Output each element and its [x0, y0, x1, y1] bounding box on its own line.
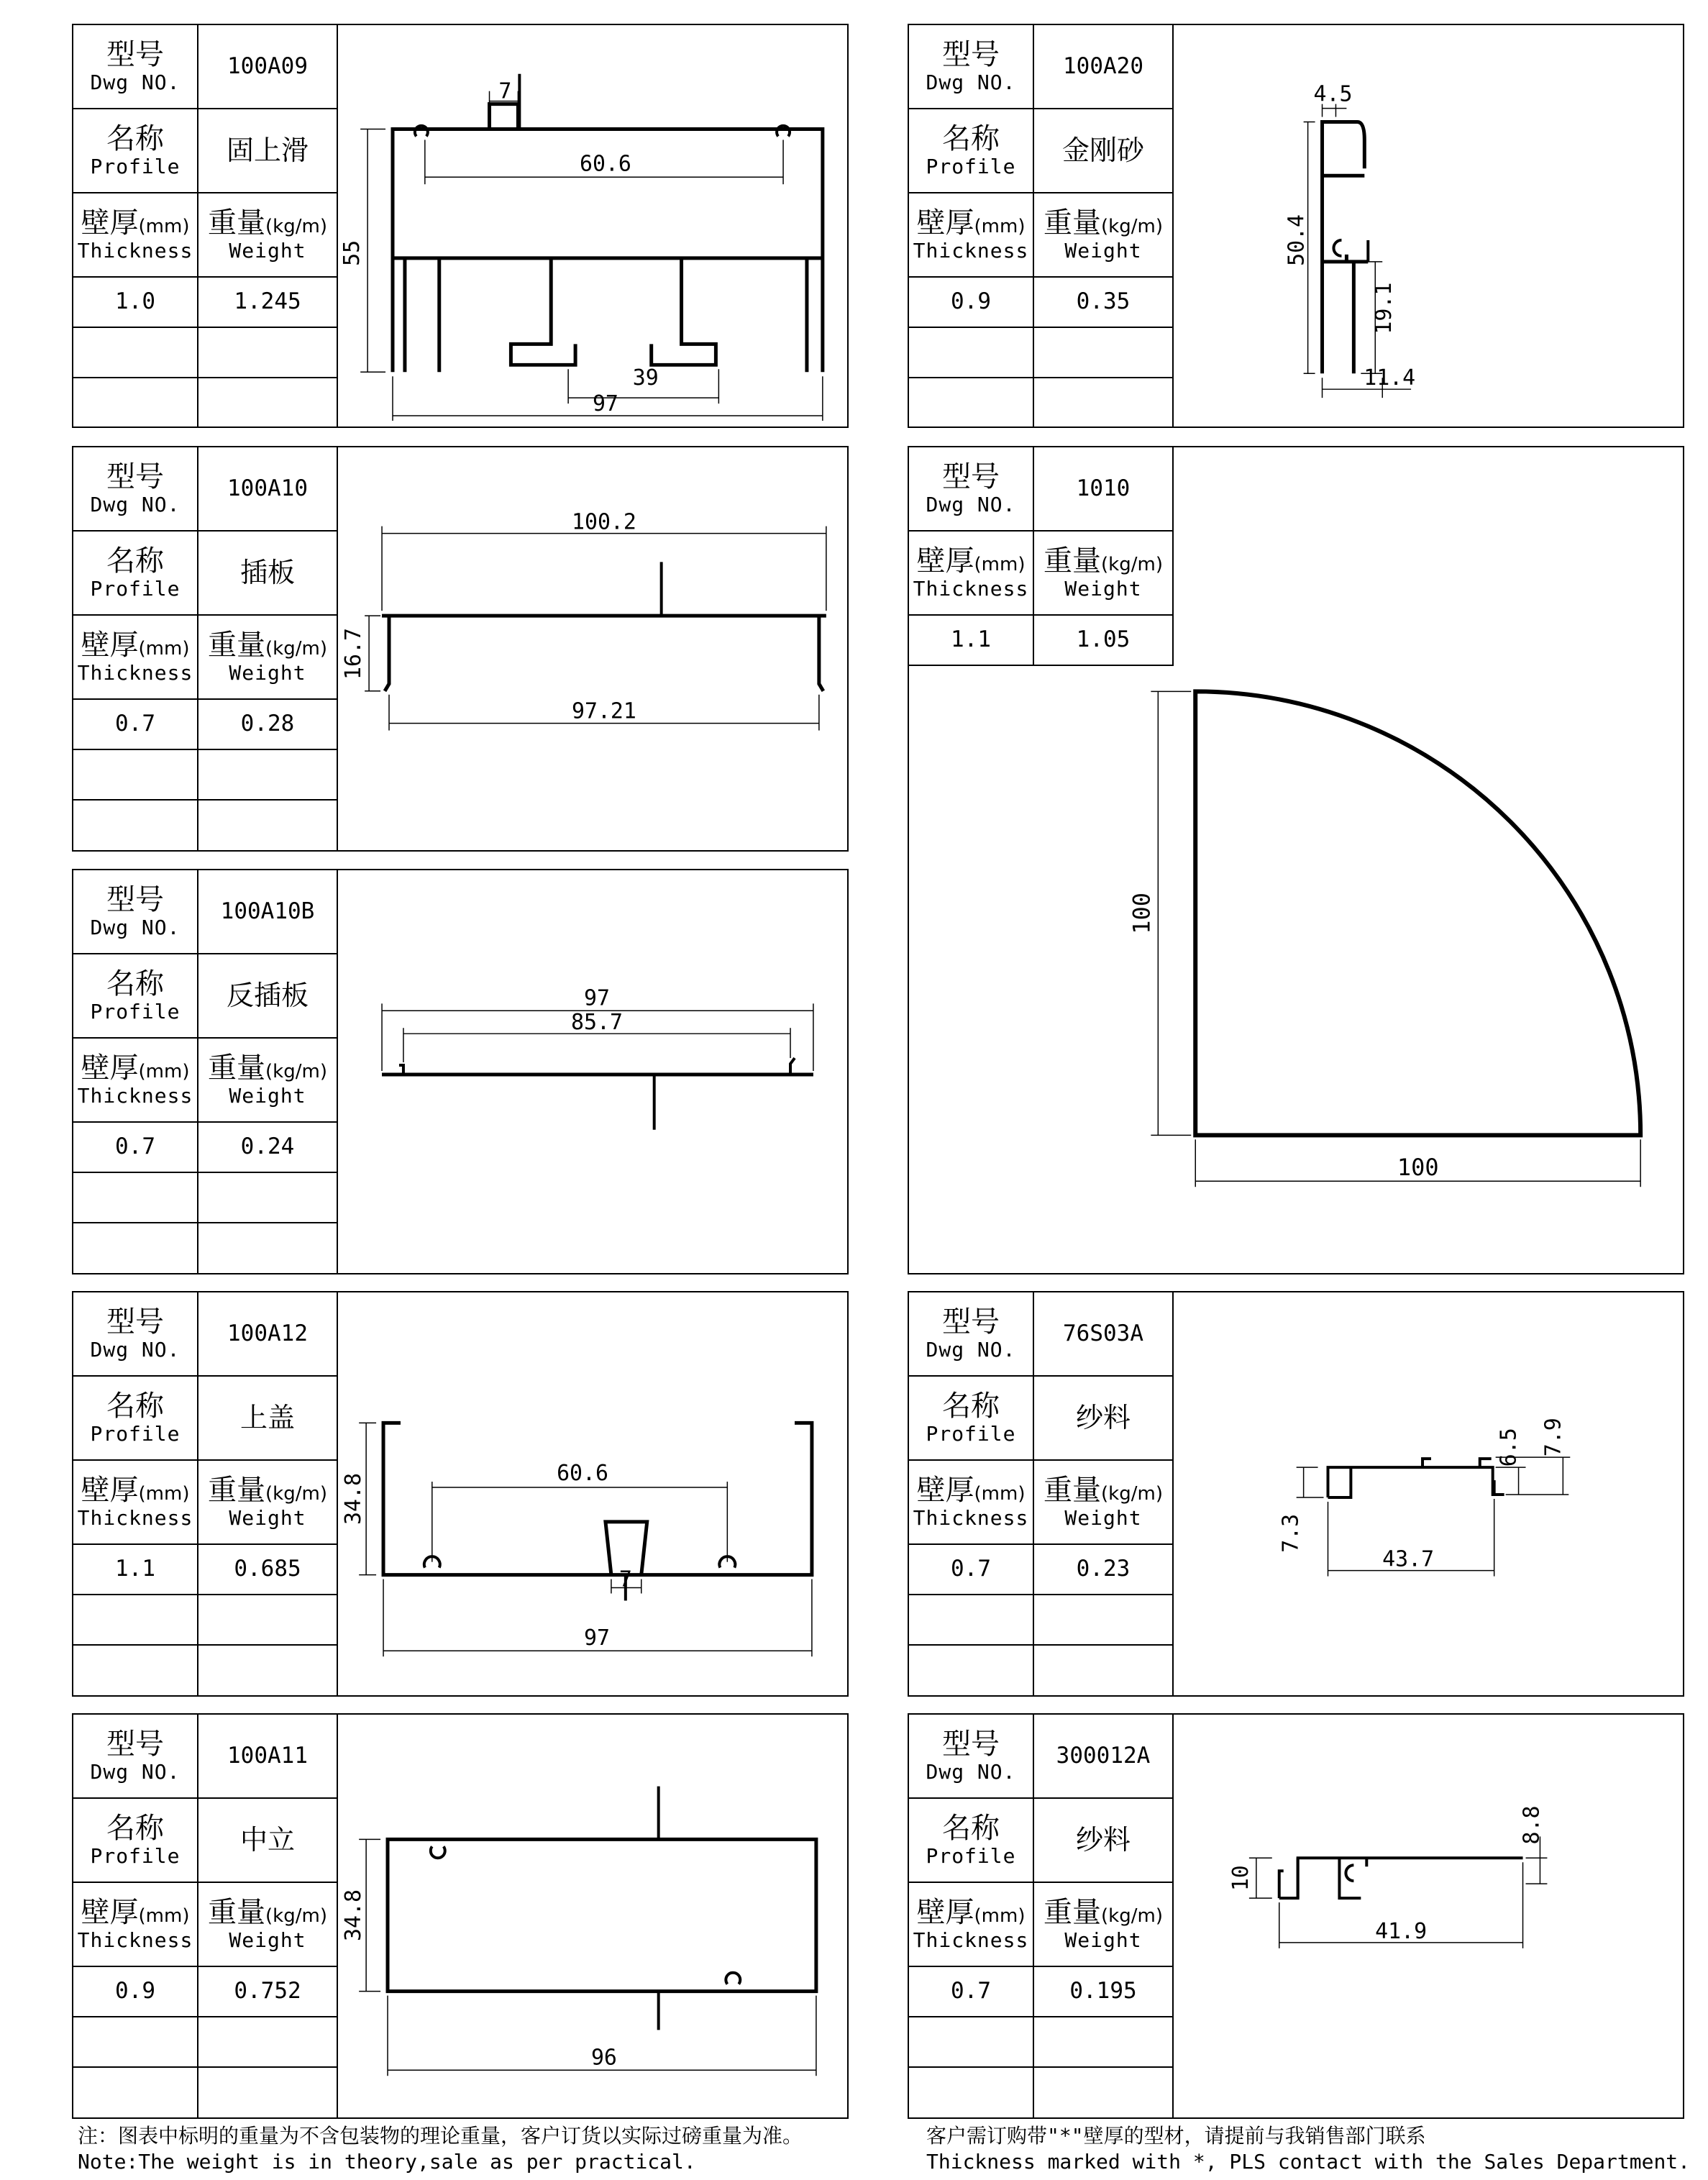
weight-label-en: Weight — [229, 661, 306, 685]
weight-unit: (kg/m) — [265, 216, 327, 238]
thickness-unit: (mm) — [138, 216, 190, 238]
weight-label-en: Weight — [229, 1084, 306, 1108]
dwg-label-zh: 型号 — [106, 1728, 164, 1761]
profile-card-100A10 — [72, 446, 849, 852]
spec-table — [909, 1292, 1174, 1695]
dim-label: 96 — [590, 2045, 617, 2071]
profile-drawing — [338, 870, 849, 1273]
dim-label: 11.4 — [1364, 365, 1416, 391]
weight-unit: (kg/m) — [1101, 216, 1163, 238]
thickness-value: 0.9 — [951, 288, 991, 315]
dwg-label-en: Dwg NO. — [90, 493, 181, 517]
thickness-unit: (mm) — [974, 554, 1026, 576]
spec-table — [73, 25, 338, 427]
thickness-value: 1.1 — [115, 1556, 155, 1582]
profile-label-zh: 名称 — [942, 1812, 1000, 1846]
dwg-label-en: Dwg NO. — [90, 916, 181, 940]
dim-label: 60.6 — [557, 1461, 609, 1487]
profile-card-100A09 — [72, 24, 849, 428]
profile-label-en: Profile — [90, 577, 181, 601]
dim-label: 100.2 — [571, 509, 636, 535]
weight-label-en: Weight — [1064, 1506, 1142, 1531]
profile-name: 插板 — [239, 556, 295, 588]
weight-label-zh: 重量 — [208, 1474, 266, 1508]
weight-label-en: Weight — [229, 1506, 306, 1531]
weight-unit: (kg/m) — [265, 1483, 327, 1505]
weight-label-zh: 重量 — [208, 1052, 266, 1085]
dim-label: 16.7 — [341, 627, 367, 680]
weight-unit: (kg/m) — [1101, 1905, 1163, 1928]
thickness-label-en: Thickness — [77, 239, 193, 263]
weight-label-en: Weight — [229, 239, 306, 263]
weight-label-zh: 重量 — [208, 629, 266, 662]
dim-label: 97 — [592, 391, 618, 417]
dim-label: 7 — [498, 78, 512, 104]
thickness-label-en: Thickness — [913, 1506, 1029, 1531]
profile-card-1010 — [908, 446, 1684, 1274]
weight-unit: (kg/m) — [1101, 1483, 1163, 1505]
profile-card-100A10B — [72, 869, 849, 1274]
thickness-unit: (mm) — [974, 1905, 1026, 1928]
thickness-label-en: Thickness — [77, 1506, 193, 1531]
thickness-unit: (mm) — [138, 1061, 190, 1083]
weight-unit: (kg/m) — [265, 1905, 327, 1928]
dwg-label-en: Dwg NO. — [90, 1338, 181, 1362]
profile-label-zh: 名称 — [106, 1390, 164, 1423]
profile-label-zh: 名称 — [106, 1812, 164, 1846]
profile-name: 中立 — [239, 1823, 295, 1856]
dwg-label-zh: 型号 — [942, 38, 1000, 72]
dim-label: 85.7 — [571, 1010, 623, 1036]
thickness-label-en: Thickness — [913, 577, 1029, 601]
weight-label-zh: 重量 — [1043, 1896, 1102, 1930]
dim-label: 19.1 — [1371, 282, 1397, 334]
profile-name: 上盖 — [239, 1401, 295, 1433]
thickness-label-zh: 壁厚 — [81, 1052, 139, 1085]
dim-label: 8.8 — [1519, 1805, 1545, 1845]
dwg-label-zh: 型号 — [106, 1305, 164, 1339]
dwg-number: 100A10B — [220, 898, 315, 924]
thickness-unit: (mm) — [138, 1483, 190, 1505]
thickness-value: 1.1 — [951, 626, 991, 653]
dim-label: 39 — [632, 365, 659, 391]
thickness-label-zh: 壁厚 — [81, 206, 139, 240]
dim-label: 100 — [1397, 1154, 1439, 1182]
weight-value: 1.245 — [234, 288, 301, 315]
dwg-number: 300012A — [1056, 1742, 1151, 1769]
profile-name: 金刚砂 — [1061, 134, 1144, 166]
dwg-number: 100A12 — [227, 1320, 308, 1346]
profile-label-zh: 名称 — [106, 967, 164, 1001]
weight-value: 0.195 — [1069, 1978, 1137, 2005]
profile-card-300012A — [908, 1713, 1684, 2119]
dim-label: 7.9 — [1540, 1418, 1566, 1457]
thickness-note-zh: 客户需订购带"*"壁厚的型材，请提前与我销售部门联系 — [926, 2124, 1426, 2148]
profile-label-en: Profile — [926, 1422, 1016, 1446]
weight-value: 1.05 — [1076, 626, 1131, 653]
dwg-label-en: Dwg NO. — [90, 70, 181, 95]
weight-label-en: Weight — [1064, 577, 1142, 601]
weight-label-zh: 重量 — [1043, 544, 1102, 578]
spec-table — [909, 1715, 1174, 2117]
weight-value: 0.24 — [240, 1134, 295, 1160]
profile-label-en: Profile — [90, 1422, 181, 1446]
dwg-number: 100A11 — [227, 1742, 308, 1769]
spec-table — [73, 447, 338, 850]
dim-label: 34.8 — [341, 1889, 367, 1941]
dim-label: 43.7 — [1382, 1546, 1435, 1572]
thickness-unit: (mm) — [974, 216, 1026, 238]
dwg-label-en: Dwg NO. — [90, 1760, 181, 1784]
profile-label-zh: 名称 — [942, 1390, 1000, 1423]
thickness-label-en: Thickness — [77, 661, 193, 685]
dwg-label-zh: 型号 — [106, 883, 164, 917]
weight-value: 0.685 — [234, 1556, 301, 1582]
dwg-number: 100A20 — [1063, 53, 1143, 79]
weight-value: 0.752 — [234, 1978, 301, 2005]
spec-table — [73, 870, 338, 1273]
profile-card-100A20 — [908, 24, 1684, 428]
thickness-label-en: Thickness — [913, 239, 1029, 263]
dim-label: 7 — [618, 1566, 632, 1592]
dwg-label-zh: 型号 — [942, 1305, 1000, 1339]
thickness-label-zh: 壁厚 — [916, 544, 974, 578]
profile-label-en: Profile — [90, 1000, 181, 1024]
profile-drawing — [1174, 25, 1684, 427]
profile-drawing — [1174, 1292, 1684, 1695]
profile-drawing — [338, 1292, 849, 1695]
dwg-label-en: Dwg NO. — [926, 1338, 1016, 1362]
profile-card-100A11 — [72, 1713, 849, 2119]
dwg-number: 100A10 — [227, 475, 308, 501]
thickness-unit: (mm) — [138, 638, 190, 660]
profile-card-100A12 — [72, 1291, 849, 1697]
weight-unit: (kg/m) — [1101, 554, 1163, 576]
dwg-label-en: Dwg NO. — [926, 493, 1016, 517]
profile-drawing — [338, 447, 849, 850]
dim-label: 10 — [1228, 1865, 1253, 1892]
weight-label-zh: 重量 — [208, 206, 266, 240]
dwg-label-en: Dwg NO. — [926, 70, 1016, 95]
profile-label-zh: 名称 — [942, 122, 1000, 156]
thickness-label-zh: 壁厚 — [916, 206, 974, 240]
dim-label: 97 — [583, 1625, 610, 1651]
dwg-number: 1010 — [1076, 475, 1131, 501]
dim-label: 7.3 — [1278, 1513, 1304, 1553]
dim-label: 100 — [1128, 893, 1156, 934]
weight-note-zh: 注：图表中标明的重量为不含包装物的理论重量，客户订货以实际过磅重量为准。 — [78, 2124, 803, 2148]
dim-label: 4.5 — [1313, 81, 1353, 107]
thickness-value: 1.0 — [115, 288, 155, 315]
dim-label: 60.6 — [579, 151, 631, 177]
weight-label-en: Weight — [1064, 1928, 1142, 1953]
weight-label-zh: 重量 — [1043, 1474, 1102, 1508]
profile-name: 反插板 — [226, 979, 309, 1011]
thickness-label-zh: 壁厚 — [81, 629, 139, 662]
dim-label: 6.5 — [1496, 1428, 1522, 1467]
dwg-label-zh: 型号 — [106, 38, 164, 72]
thickness-value: 0.9 — [115, 1978, 155, 2005]
weight-value: 0.35 — [1076, 288, 1131, 315]
dwg-label-en: Dwg NO. — [926, 1760, 1016, 1784]
thickness-unit: (mm) — [974, 1483, 1026, 1505]
weight-unit: (kg/m) — [265, 638, 327, 660]
weight-value: 0.28 — [240, 711, 295, 737]
profile-name: 纱料 — [1075, 1401, 1131, 1433]
profile-label-en: Profile — [926, 155, 1016, 179]
profile-name: 纱料 — [1075, 1823, 1131, 1856]
weight-label-en: Weight — [1064, 239, 1142, 263]
thickness-value: 0.7 — [951, 1556, 991, 1582]
spec-table — [73, 1292, 338, 1695]
thickness-label-zh: 壁厚 — [81, 1896, 139, 1930]
thickness-value: 0.7 — [115, 1134, 155, 1160]
dwg-label-zh: 型号 — [942, 1728, 1000, 1761]
thickness-label-zh: 壁厚 — [916, 1896, 974, 1930]
weight-label-zh: 重量 — [208, 1896, 266, 1930]
spec-table — [73, 1715, 338, 2117]
profile-card-76S03A — [908, 1291, 1684, 1697]
dim-label: 50.4 — [1284, 214, 1310, 266]
weight-unit: (kg/m) — [265, 1061, 327, 1083]
thickness-label-zh: 壁厚 — [916, 1474, 974, 1508]
thickness-value: 0.7 — [951, 1978, 991, 2005]
weight-label-en: Weight — [229, 1928, 306, 1953]
dim-label: 55 — [339, 240, 365, 266]
profile-label-zh: 名称 — [106, 544, 164, 578]
dwg-number: 76S03A — [1063, 1320, 1143, 1346]
profile-label-en: Profile — [90, 155, 181, 179]
profile-name: 固上滑 — [226, 134, 309, 166]
thickness-label-en: Thickness — [913, 1928, 1029, 1953]
thickness-label-zh: 壁厚 — [81, 1474, 139, 1508]
thickness-note-en: Thickness marked with *, PLS contact with the Sales Department. — [926, 2150, 1691, 2174]
profile-label-zh: 名称 — [106, 122, 164, 156]
profile-drawing — [909, 447, 1683, 1273]
weight-label-zh: 重量 — [1043, 206, 1102, 240]
thickness-label-en: Thickness — [77, 1928, 193, 1953]
thickness-unit: (mm) — [138, 1905, 190, 1928]
dwg-label-zh: 型号 — [942, 460, 1000, 494]
dim-label: 41.9 — [1375, 1918, 1428, 1944]
spec-table — [909, 25, 1174, 427]
profile-label-en: Profile — [926, 1844, 1016, 1869]
dim-label: 34.8 — [341, 1472, 367, 1525]
profile-drawing — [338, 25, 849, 427]
dim-label: 97 — [583, 985, 610, 1011]
profile-drawing — [1174, 1715, 1684, 2117]
thickness-value: 0.7 — [115, 711, 155, 737]
dim-label: 97.21 — [571, 698, 636, 724]
thickness-label-en: Thickness — [77, 1084, 193, 1108]
profile-drawing — [338, 1715, 849, 2117]
weight-value: 0.23 — [1076, 1556, 1131, 1582]
dwg-label-zh: 型号 — [106, 460, 164, 494]
profile-label-en: Profile — [90, 1844, 181, 1869]
dwg-number: 100A09 — [227, 53, 308, 79]
weight-note-en: Note:The weight is in theory,sale as per practical. — [78, 2150, 696, 2174]
